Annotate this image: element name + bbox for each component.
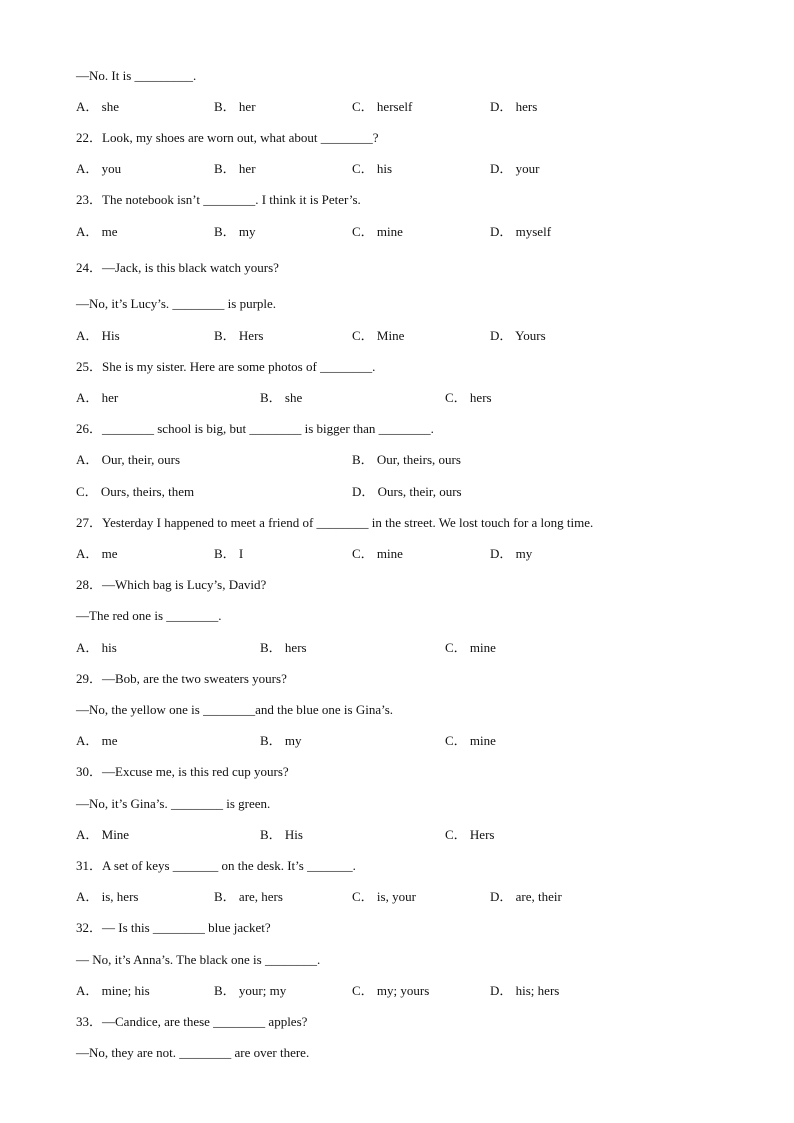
option-d: D． your: [490, 161, 540, 176]
dialogue-line: — No, it’s Anna’s. The black one is ________.: [76, 952, 321, 967]
option-d: D． my: [490, 546, 533, 561]
option-a: A． me: [76, 546, 118, 561]
option-c: C． herself: [352, 99, 413, 114]
option-b: B． I: [214, 546, 244, 561]
option-c: C． Ours, theirs, them: [76, 484, 195, 499]
option-a: A． is, hers: [76, 889, 139, 904]
question-line: 29．—Bob, are the two sweaters yours?: [76, 671, 287, 686]
question-line: 32．— Is this ________ blue jacket?: [76, 920, 271, 935]
option-c: C． hers: [445, 390, 492, 405]
dialogue-line: —No, it’s Gina’s. ________ is green.: [76, 796, 271, 811]
question-line: 33．—Candice, are these ________ apples?: [76, 1014, 308, 1029]
option-b: B． Hers: [214, 328, 264, 343]
option-c: C． my; yours: [352, 983, 430, 998]
question-line: 22．Look, my shoes are worn out, what about ________?: [76, 130, 379, 145]
option-c: C． his: [352, 161, 393, 176]
option-d: D． myself: [490, 224, 552, 239]
option-b: B． her: [214, 99, 256, 114]
option-a: A． Our, their, ours: [76, 452, 181, 467]
option-a: A． His: [76, 328, 120, 343]
option-c: C． mine: [445, 733, 496, 748]
dialogue-line: —No, it’s Lucy’s. ________ is purple.: [76, 296, 277, 311]
option-b: B． she: [260, 390, 303, 405]
option-c: C． Mine: [352, 328, 405, 343]
question-line: 30．—Excuse me, is this red cup yours?: [76, 764, 289, 779]
option-d: D． are, their: [490, 889, 562, 904]
option-a: A． you: [76, 161, 122, 176]
option-b: B． hers: [260, 640, 307, 655]
option-d: D． Yours: [490, 328, 546, 343]
question-line: 26．________ school is big, but ________ is bigger than ________.: [76, 421, 434, 436]
option-c: C． mine: [352, 546, 403, 561]
dialogue-line: —No, they are not. ________ are over there.: [76, 1045, 310, 1060]
option-b: B． your; my: [214, 983, 287, 998]
dialogue-line: —The red one is ________.: [76, 608, 222, 623]
option-a: A． me: [76, 224, 118, 239]
question-line: 24．—Jack, is this black watch yours?: [76, 260, 279, 275]
option-c: C． mine: [352, 224, 403, 239]
option-d: D． his; hers: [490, 983, 560, 998]
option-b: B． my: [214, 224, 256, 239]
option-a: A． she: [76, 99, 119, 114]
question-line: 27．Yesterday I happened to meet a friend of ________ in the street. We lost touch for a long time.: [76, 515, 594, 530]
option-a: A． Mine: [76, 827, 130, 842]
question-line: 23．The notebook isn’t ________. I think it is Peter’s.: [76, 192, 361, 207]
option-c: C． Hers: [445, 827, 495, 842]
question-line: —No. It is _________.: [76, 68, 197, 83]
option-c: C． mine: [445, 640, 496, 655]
option-a: A． me: [76, 733, 118, 748]
question-line: 31．A set of keys _______ on the desk. It’s _______.: [76, 858, 356, 873]
option-a: A． her: [76, 390, 119, 405]
dialogue-line: —No, the yellow one is ________and the blue one is Gina’s.: [76, 702, 394, 717]
option-b: B． her: [214, 161, 256, 176]
option-d: D． hers: [490, 99, 538, 114]
option-b: B． His: [260, 827, 303, 842]
option-a: A． mine; his: [76, 983, 150, 998]
question-line: 25．She is my sister. Here are some photos of ________.: [76, 359, 376, 374]
option-b: B． Our, theirs, ours: [352, 452, 461, 467]
option-b: B． are, hers: [214, 889, 283, 904]
option-d: D． Ours, their, ours: [352, 484, 462, 499]
question-line: 28．—Which bag is Lucy’s, David?: [76, 577, 267, 592]
option-c: C． is, your: [352, 889, 416, 904]
option-b: B． my: [260, 733, 302, 748]
option-a: A． his: [76, 640, 117, 655]
